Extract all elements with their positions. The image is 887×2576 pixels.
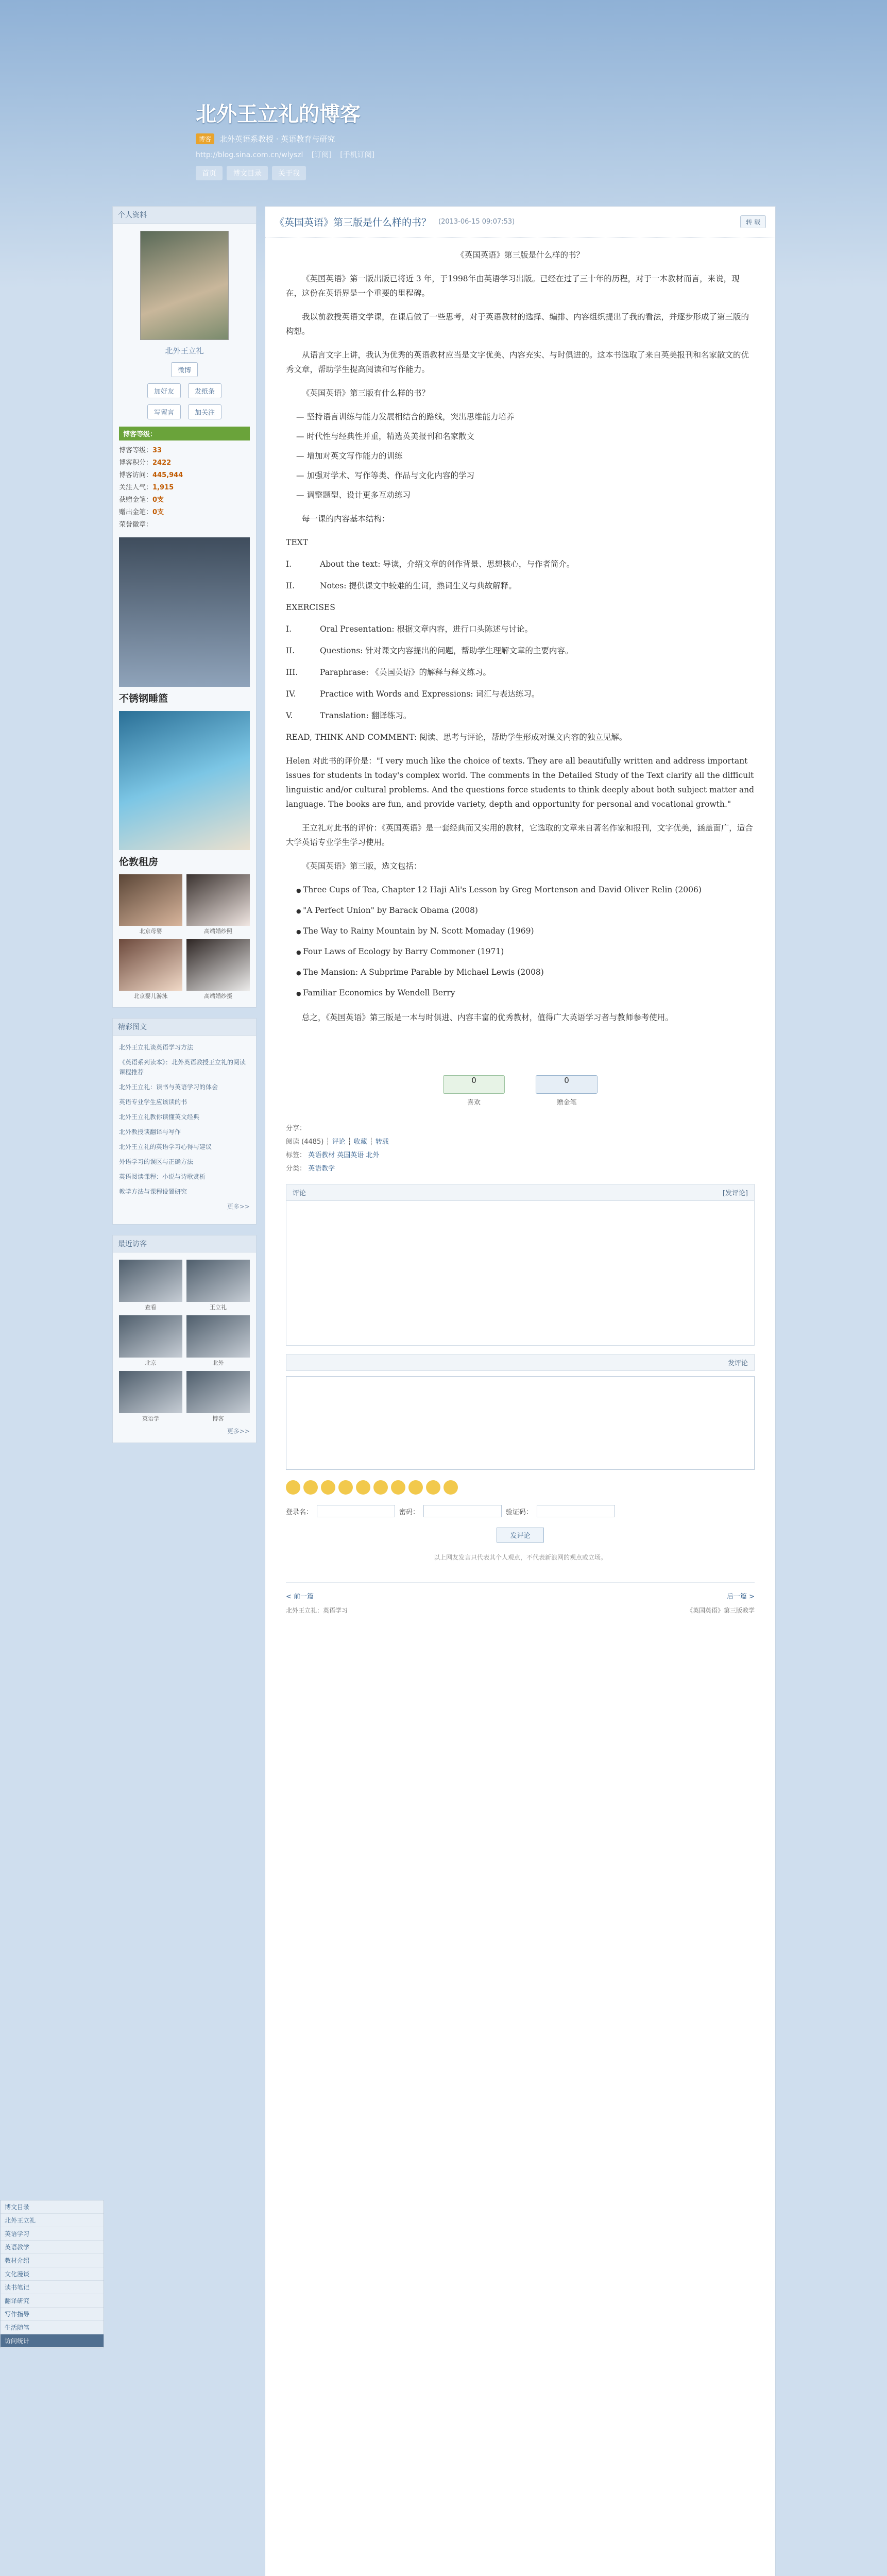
- comment-link[interactable]: 评论: [332, 1138, 346, 1146]
- repost-link[interactable]: 转载: [375, 1138, 389, 1146]
- leave-message-button[interactable]: 写留言: [147, 404, 181, 419]
- directory-item[interactable]: 博文目录: [1, 2200, 104, 2214]
- directory-item[interactable]: 读书笔记: [1, 2281, 104, 2294]
- visitor-name[interactable]: 北外: [212, 1360, 224, 1366]
- book-item: ● Three Cups of Tea, Chapter 12 Haji Ali's Lesson by Greg Mortenson and David Oliver Relin (2006): [296, 883, 755, 898]
- section-num: I.: [286, 624, 292, 634]
- paragraph: 《英国英语》第三版，选文包括：: [302, 861, 422, 871]
- sidebar: [112, 206, 257, 1453]
- password-label: 密码：: [399, 1508, 420, 1516]
- section-text: Translation: 翻译练习。: [320, 711, 412, 720]
- section-num: II.: [286, 581, 295, 590]
- list-item: — 时代性与经典性并重，精选英美报刊和名家散文: [296, 429, 755, 444]
- prev-post-title[interactable]: 北外王立礼：英语学习: [286, 1607, 348, 1614]
- comment-form-header: [286, 1354, 755, 1371]
- login-row: [286, 1505, 755, 1517]
- reactions: [265, 1075, 775, 1107]
- list-item: — 调整题型、设计更多互动练习: [296, 488, 755, 502]
- paragraph: 总之，《英国英语》第三版是一本与时俱进、内容丰富的优秀教材，值得广大英语学习者与教师参考使用。: [302, 1013, 673, 1022]
- paragraph: 《英国英语》第一版出版已将近 3 年，于1998年由英语学习出版。已经在过了三十年的历程，对于一本教材而言，来说，现在，这份在英语界是一个重要的里程碑。: [286, 274, 740, 298]
- blog-nav: [196, 166, 556, 180]
- directory-item[interactable]: 教材介绍: [1, 2254, 104, 2267]
- link-item[interactable]: 北外王立礼的英语学习心得与建议: [119, 1143, 212, 1150]
- link-item[interactable]: 北外教授谈翻译与写作: [119, 1128, 181, 1136]
- stat-label: 博客等级：: [119, 447, 153, 454]
- visitor-avatar[interactable]: [119, 1315, 182, 1358]
- directory-item[interactable]: 写作指导: [1, 2308, 104, 2321]
- stat-label: 获赠金笔：: [119, 496, 153, 504]
- visitor-grid: [119, 1260, 250, 1422]
- blog-subtitle: 北外英语系教授 · 英语教育与研究: [219, 134, 335, 144]
- post-meta: 分享： 阅读 (4485) ┆ 评论 ┆ 收藏 ┆ 转载 标签： 英语教材 英国英语 北外 分类： 英语教学: [286, 1125, 389, 1173]
- article-panel: [265, 206, 776, 2576]
- submit-comment-button[interactable]: 发评论: [497, 1528, 544, 1543]
- thumb-caption[interactable]: 北京母婴: [139, 928, 162, 935]
- link-item[interactable]: 《英语系列读本》：北外英语教授王立礼的阅读课程推荐: [119, 1059, 246, 1076]
- captcha-input[interactable]: [537, 1505, 615, 1517]
- link-item[interactable]: 教学方法与课程设置研究: [119, 1188, 187, 1195]
- ad-thumbnail[interactable]: [119, 874, 182, 926]
- section-text: Questions: 针对课文内容提出的问题，帮助学生理解文章的主要内容。: [320, 646, 573, 655]
- stat-value: 2422: [152, 459, 172, 467]
- nav-articles[interactable]: 博文目录: [227, 166, 268, 180]
- emoticon-icon[interactable]: [408, 1480, 423, 1495]
- like-icon[interactable]: 0: [443, 1075, 505, 1094]
- question: 《英国英语》第三版有什么样的书？: [302, 388, 430, 398]
- section-num: I.: [286, 560, 292, 569]
- section-num: TEXT: [286, 538, 309, 547]
- visitor-name[interactable]: 英语学: [142, 1415, 159, 1422]
- emoticon-icon[interactable]: [426, 1480, 440, 1495]
- quote-english: Helen 对此书的评价是："I very much like the choice of texts. They are all beautifully written and address important issues for students in today's complex world. The comments in the Detailed Study of the Text clarify all the difficult linguistic and/or cultural problems. And the questions force students to think deeply about both subject matter and language. The books are fun, and provide variety, depth and opportunity for personal and vocational growth.": [286, 756, 755, 809]
- section-num: III.: [286, 668, 298, 677]
- emoticon-icon[interactable]: [286, 1480, 300, 1495]
- stat-label: 关注人气：: [119, 484, 153, 492]
- book-item: ● "A Perfect Union" by Barack Obama (2008): [296, 903, 755, 919]
- comment-textarea[interactable]: [286, 1376, 755, 1470]
- directory-item[interactable]: 北外王立礼: [1, 2214, 104, 2227]
- level-banner: 博客等级：: [119, 427, 250, 440]
- emoticon-icon[interactable]: [321, 1480, 335, 1495]
- share-label: 分享：: [286, 1125, 306, 1132]
- stat-label: 赠出金笔：: [119, 509, 153, 516]
- stat-value: 0支: [152, 509, 164, 516]
- emoticon-icon[interactable]: [391, 1480, 405, 1495]
- visitors-title: 最近访客: [113, 1235, 256, 1252]
- list-item: — 加强对学术、写作等类、作品与文化内容的学习: [296, 468, 755, 483]
- feature-list: [286, 410, 755, 502]
- username-input[interactable]: [317, 1505, 395, 1517]
- follow-button[interactable]: 加关注: [188, 404, 221, 419]
- paragraph: 我以前教授英语文学课，在课后做了一些思考，对于英语教材的选择、编排、内容组织提出了我的看法，并逐步形成了第三版的构想。: [286, 312, 749, 336]
- send-note-button[interactable]: 发纸条: [188, 383, 221, 398]
- paragraph: 从语言文字上讲，我认为优秀的英语教材应当是文字优美、内容充实、与时俱进的。这本书选取了来自英美报刊和名家散文的优秀文章，帮助学生提高阅读和写作能力。: [286, 350, 749, 374]
- blog-badge: 博客: [196, 133, 214, 144]
- ad-image[interactable]: [119, 711, 250, 850]
- book-item: ● The Mansion: A Subprime Parable by Michael Lewis (2008): [296, 965, 755, 980]
- emoticon-icon[interactable]: [303, 1480, 318, 1495]
- avatar[interactable]: [140, 231, 229, 340]
- ad-thumbnail[interactable]: [186, 874, 250, 926]
- thumb-caption[interactable]: 北京婴儿游泳: [133, 993, 168, 999]
- book-item: ● The Way to Rainy Mountain by N. Scott Momaday (1969): [296, 924, 755, 939]
- directory-item[interactable]: 生活随笔: [1, 2321, 104, 2334]
- post-header: [265, 207, 775, 238]
- thumb-caption[interactable]: 高端婚纱照: [204, 928, 232, 935]
- post-comment-link[interactable]: [发评论]: [722, 1190, 748, 1197]
- stat-value: 0支: [152, 496, 164, 504]
- comment-form-title: 发评论: [727, 1360, 748, 1367]
- section-num: II.: [286, 646, 295, 655]
- section-num: EXERCISES: [286, 603, 335, 612]
- emoticon-icon[interactable]: [373, 1480, 388, 1495]
- emoticon-grid: [286, 1480, 755, 1495]
- profile-box: [112, 206, 257, 1008]
- link-item[interactable]: 北外王立礼：读书与英语学习的体会: [119, 1083, 218, 1091]
- nav-home[interactable]: 首页: [196, 166, 223, 180]
- code-label: 验证码：: [506, 1508, 533, 1516]
- section-num: V.: [286, 711, 293, 720]
- ad-image[interactable]: [119, 537, 250, 687]
- post-navigation-titles: [286, 1606, 755, 1615]
- repost-button[interactable]: 转 载: [740, 215, 766, 228]
- stat-label: 荣誉徽章：: [119, 521, 153, 529]
- gift-reaction[interactable]: [536, 1075, 598, 1107]
- comments-list: [286, 1201, 755, 1346]
- paragraph: READ, THINK AND COMMENT: 阅读、思考与评论，帮助学生形成对课文内容的独立见解。: [286, 733, 627, 742]
- book-item: ● Four Laws of Ecology by Barry Commoner (1971): [296, 944, 755, 960]
- mobile-subscribe-link[interactable]: [手机订阅]: [340, 151, 375, 159]
- link-item[interactable]: 北外王立礼教你读懂英文经典: [119, 1113, 200, 1121]
- directory-item[interactable]: 访问统计: [1, 2334, 104, 2348]
- reaction-label: 喜欢: [467, 1099, 481, 1107]
- paragraph: 每一课的内容基本结构：: [302, 514, 390, 523]
- section-text: Paraphrase: 《英国英语》的解释与释义练习。: [320, 668, 491, 677]
- tags-label: 标签：: [286, 1151, 306, 1159]
- stat-label: 博客访问：: [119, 471, 153, 479]
- next-post-title[interactable]: 《英国英语》第三版教学: [686, 1607, 755, 1614]
- quote-chinese: 王立礼对此书的评价：《英国英语》是一套经典而又实用的教材，它选取的文章来自著名作家和报刊，文字优美，涵盖面广，适合大学英语专业学生学习使用。: [286, 823, 753, 847]
- links-box: [112, 1018, 257, 1225]
- book-list: [286, 883, 755, 1001]
- stat-value: 1,915: [152, 484, 174, 492]
- visitor-name[interactable]: 博客: [212, 1415, 224, 1422]
- link-item[interactable]: 英语专业学生应该读的书: [119, 1098, 187, 1106]
- post-date: (2013-06-15 09:07:53): [438, 218, 515, 226]
- read-count: (4485): [301, 1138, 324, 1146]
- visitor-avatar[interactable]: [119, 1371, 182, 1413]
- link-item[interactable]: 英语阅读课程：小说与诗歌赏析: [119, 1173, 206, 1180]
- article-body: [265, 238, 775, 1044]
- section-num: IV.: [286, 689, 296, 699]
- blog-title[interactable]: 北外王立礼的博客: [196, 102, 361, 126]
- thumb-caption[interactable]: 高端婚纱摄: [204, 993, 232, 999]
- visitor-name[interactable]: 北京: [145, 1360, 157, 1366]
- visitor-avatar[interactable]: [186, 1315, 250, 1358]
- content-wrapper: [112, 206, 775, 2576]
- blog-url[interactable]: http://blog.sina.com.cn/wlyszl: [196, 151, 303, 159]
- stat-label: 博客积分：: [119, 459, 153, 467]
- section-text: Practice with Words and Expressions: 词汇与表达练习。: [320, 689, 540, 699]
- comment-disclaimer: 以上网友发言只代表其个人观点，不代表新浪网的观点或立场。: [433, 1554, 607, 1561]
- ad-thumbnail[interactable]: [119, 939, 182, 991]
- directory-item[interactable]: 翻译研究: [1, 2294, 104, 2308]
- list-item: — 坚持语言训练与能力发展相结合的路线，突出思维能力培养: [296, 410, 755, 424]
- directory-item[interactable]: 英语教学: [1, 2241, 104, 2254]
- ad-thumbnails: [119, 874, 250, 1000]
- next-post-link[interactable]: 后一篇 >: [726, 1593, 755, 1601]
- nav-about[interactable]: 关于我: [272, 166, 306, 180]
- visitor-avatar[interactable]: [186, 1371, 250, 1413]
- category-label: 分类：: [286, 1165, 306, 1173]
- tags-value[interactable]: 英语教材 英国英语 北外: [308, 1151, 380, 1159]
- section-text: Notes: 提供课文中较难的生词，熟词生义与典故解释。: [320, 581, 517, 590]
- section-text: About the text: 导读，介绍文章的创作背景、思想核心，与作者简介。: [320, 560, 575, 569]
- blog-header: [196, 98, 556, 180]
- user-name[interactable]: 北外王立礼: [165, 346, 204, 355]
- ad-caption[interactable]: 不锈钢睡篮: [119, 693, 168, 704]
- emoticon-icon[interactable]: [356, 1480, 370, 1495]
- link-item[interactable]: 北外王立礼谈英语学习方法: [119, 1044, 194, 1051]
- floating-directory: [0, 2200, 104, 2348]
- article-center-title: 《英国英语》第三版是什么样的书？: [456, 250, 584, 260]
- stat-value: 33: [152, 447, 162, 454]
- directory-item[interactable]: 英语学习: [1, 2227, 104, 2241]
- ad-caption[interactable]: 伦敦租房: [119, 856, 159, 868]
- add-friend-button[interactable]: 加好友: [147, 383, 181, 398]
- reaction-label: 赠金笔: [556, 1099, 577, 1107]
- weibo-button[interactable]: 微博: [171, 362, 198, 377]
- emoticon-icon[interactable]: [338, 1480, 353, 1495]
- blog-url-row: [196, 149, 556, 160]
- emoticon-icon[interactable]: [444, 1480, 458, 1495]
- ad-thumbnail[interactable]: [186, 939, 250, 991]
- link-item[interactable]: 外语学习的误区与正确方法: [119, 1158, 194, 1165]
- visitor-avatar[interactable]: [186, 1260, 250, 1302]
- directory-item[interactable]: 文化漫谈: [1, 2267, 104, 2281]
- read-label: 阅读: [286, 1138, 300, 1146]
- visitor-name[interactable]: 王立礼: [210, 1304, 227, 1311]
- subscribe-link[interactable]: [订阅]: [311, 151, 332, 159]
- profile-title: 个人资料: [113, 207, 256, 224]
- prev-post-link[interactable]: < 前一篇: [286, 1593, 314, 1601]
- visitor-name[interactable]: 查看: [145, 1304, 157, 1311]
- more-link[interactable]: 更多>>: [227, 1428, 250, 1435]
- like-reaction[interactable]: [443, 1075, 505, 1107]
- stat-value: 445,944: [152, 471, 183, 479]
- comments-title: 评论: [293, 1190, 306, 1197]
- more-link[interactable]: 更多>>: [227, 1203, 250, 1210]
- visitors-box: [112, 1235, 257, 1443]
- category-value[interactable]: 英语教学: [308, 1165, 335, 1173]
- gift-pen-icon[interactable]: 0: [536, 1075, 598, 1094]
- user-label: 登录名：: [286, 1508, 313, 1516]
- post-navigation: [286, 1582, 755, 1601]
- visitor-avatar[interactable]: [119, 1260, 182, 1302]
- links-title: 精彩图文: [113, 1019, 256, 1036]
- collect-link[interactable]: 收藏: [353, 1138, 367, 1146]
- section-text: Oral Presentation: 根据文章内容，进行口头陈述与讨论。: [320, 624, 533, 634]
- book-item: ● Familiar Economics by Wendell Berry: [296, 986, 755, 1001]
- post-title[interactable]: 《英国英语》第三版是什么样的书？: [275, 217, 432, 228]
- list-item: — 增加对英文写作能力的训练: [296, 449, 755, 463]
- password-input[interactable]: [423, 1505, 502, 1517]
- comments-header: [286, 1184, 755, 1201]
